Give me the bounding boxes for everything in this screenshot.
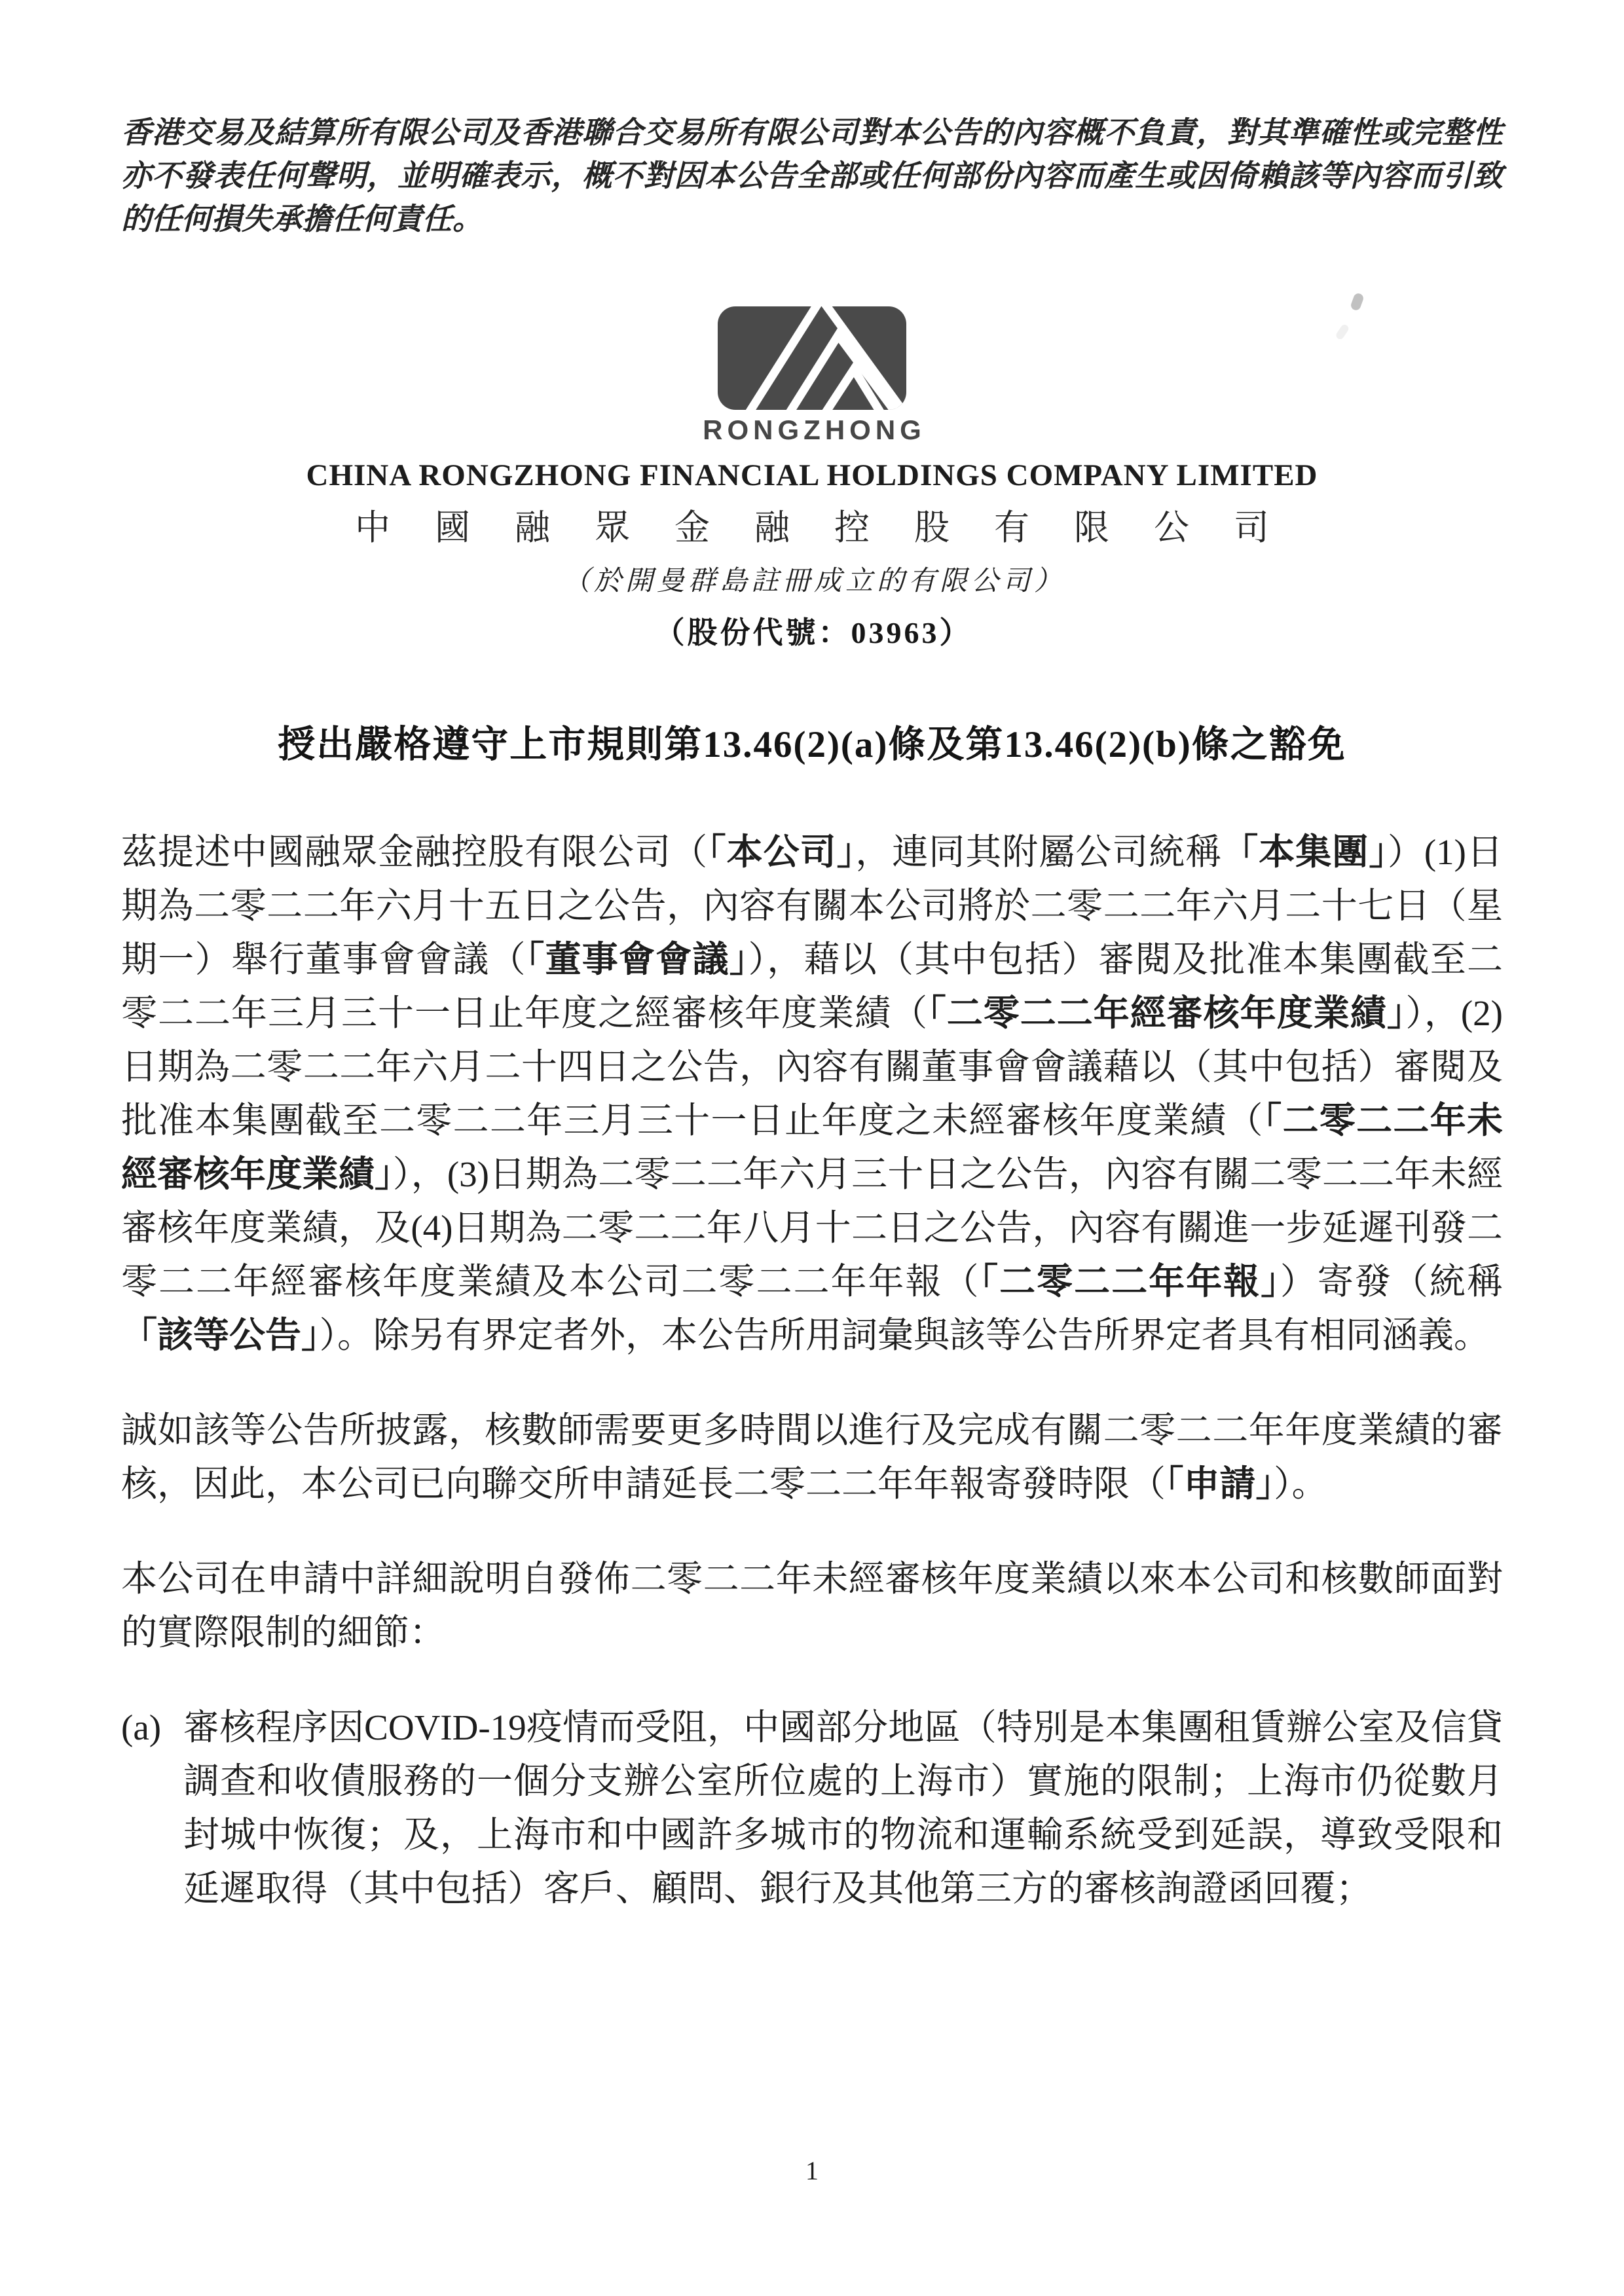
announcement-title: 授出嚴格遵守上市規則第13.46(2)(a)條及第13.46(2)(b)條之豁免 [278,724,1346,765]
rongzhong-mountain-logo-icon [718,306,906,410]
item-a-text: 審核程序因COVID-19疫情而受阻，中國部分地區（特別是本集團租賃辦公室及信貸調查和收債服務的一個分支辦公室所位處的上海市）實施的限制；上海市仍從數月封城中恢復；及，上海市和中國許多城市的物流和運輸系統受到延誤，導致受限和延遲取得（其中包括）客戶、顧問、銀行及其他第三方的審核詢證函回覆； [183,1707,1503,1908]
paragraph-constraints-intro: 本公司在申請中詳細說明自發佈二零二二年未經審核年度業績以來本公司和核數師面對的實際限制的細節： [121,1559,1503,1652]
constraint-item-a [121,1701,1503,1916]
company-logo [121,306,1503,446]
stock-code: （股份代號：03963） [654,616,972,649]
company-name-chinese: 中國融眾金融控股有限公司 [355,508,1314,547]
incorporation-note: （於開曼群島註冊成立的有限公司） [562,566,1065,596]
item-a-label: (a) [121,1707,162,1747]
paragraph-recitals: 茲提述中國融眾金融控股有限公司（「本公司」，連同其附屬公司統稱「本集團」）(1)日期為二零二二年六月十五日之公告，內容有關本公司將於二零二二年六月二十七日（星期一）舉行董事會會議（「董事會會議」），藉以（其中包括）審閱及批准本集團截至二零二二年三月三十一日止年度之經審核年度業績（「二零二二年經審核年度業績」），(2)日期為二零二二年六月二十四日之公告，內容有關董事會會議藉以（其中包括）審閱及批准本集團截至二零二二年三月三十一日止年度之未經審核年度業績（「二零二二年未經審核年度業績」），(3)日期為二零二二年六月三十日之公告，內容有關二零二二年未經審核年度業績，及(4)日期為二零二二年八月十二日之公告，內容有關進一步延遲刊發二零二二年經審核年度業績及本公司二零二二年年報（「二零二二年年報」）寄發（統稱「該等公告」）。除另有界定者外，本公告所用詞彙與該等公告所界定者具有相同涵義。 [121,832,1503,1355]
disclaimer-text: 香港交易及結算所有限公司及香港聯合交易所有限公司對本公告的內容概不負責，對其準確性或完整性亦不發表任何聲明，並明確表示，概不對因本公告全部或任何部份內容而產生或因倚賴該等內容而引致的任何損失承擔任何責任。 [121,116,1503,236]
logo-brand-text: RONGZHONG [703,414,926,445]
page-number: 1 [805,2156,819,2185]
paragraph-application: 誠如該等公告所披露，核數師需要更多時間以進行及完成有關二零二二年年度業績的審核，因此，本公司已向聯交所申請延長二零二二年年報寄發時限（「申請」）。 [121,1410,1503,1504]
company-name-english: CHINA RONGZHONG FINANCIAL HOLDINGS COMPANY LIMITED [306,458,1318,492]
